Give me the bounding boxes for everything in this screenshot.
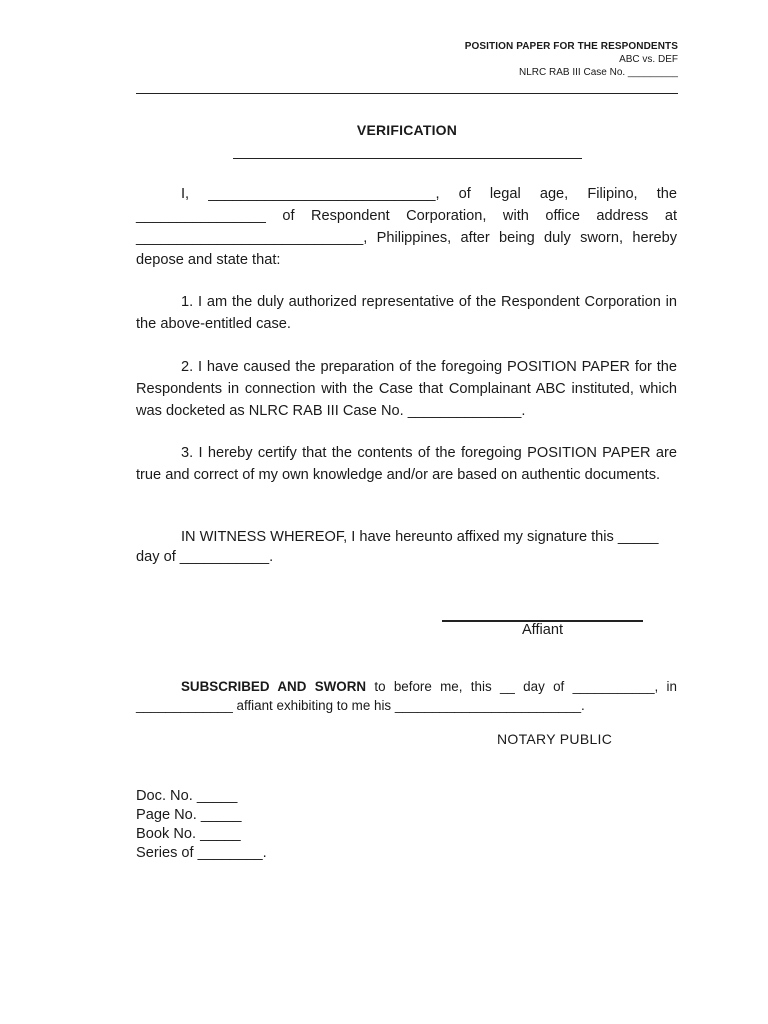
- notarial-register-block: [136, 787, 267, 863]
- running-header: [465, 40, 678, 79]
- intro-paragraph: I, ____________________________, of legal age, Filipino, the ________________ of Respondent Corporation, with office address at ____________________________, Philippines, after being duly sworn, hereby depose and state that:: [136, 186, 677, 268]
- header-parties: ABC vs. DEF: [619, 54, 678, 65]
- title-underline: [233, 158, 582, 159]
- header-case-no: NLRC RAB III Case No. _________: [519, 67, 678, 78]
- notary-label: NOTARY PUBLIC: [497, 731, 613, 747]
- paragraph-item-3: 3. I hereby certify that the contents of the foregoing POSITION PAPER are true and correct of my own knowledge and/or are based on authentic documents.: [136, 445, 677, 483]
- jurat-text: to before me, this __ day of ___________, in _____________ affiant exhibiting to me his _________________________.: [136, 679, 677, 713]
- paragraph-item-2: 2. I have caused the preparation of the foregoing POSITION PAPER for the Respondents in connection with the Case that Complainant ABC instituted, which was docketed as NLRC RAB III Case No. ______________.: [136, 359, 677, 419]
- affiant-label: Affiant: [521, 622, 564, 638]
- series-of: Series of ________.: [136, 845, 267, 861]
- book-no: Book No. _____: [136, 826, 241, 842]
- jurat-bold-text: SUBSCRIBED AND SWORN: [181, 679, 367, 694]
- witness-paragraph: IN WITNESS WHEREOF, I have hereunto affixed my signature this _____ day of ___________.: [136, 529, 659, 565]
- header-title: POSITION PAPER FOR THE RESPONDENTS: [464, 41, 678, 52]
- page-no: Page No. _____: [136, 807, 242, 823]
- paragraph-item-1: 1. I am the duly authorized representative of the Respondent Corporation in the above-entitled case.: [136, 294, 677, 332]
- header-divider: [136, 93, 678, 94]
- doc-no: Doc. No. _____: [136, 788, 238, 804]
- document-title: VERIFICATION: [356, 122, 458, 138]
- jurat-paragraph: [136, 677, 677, 715]
